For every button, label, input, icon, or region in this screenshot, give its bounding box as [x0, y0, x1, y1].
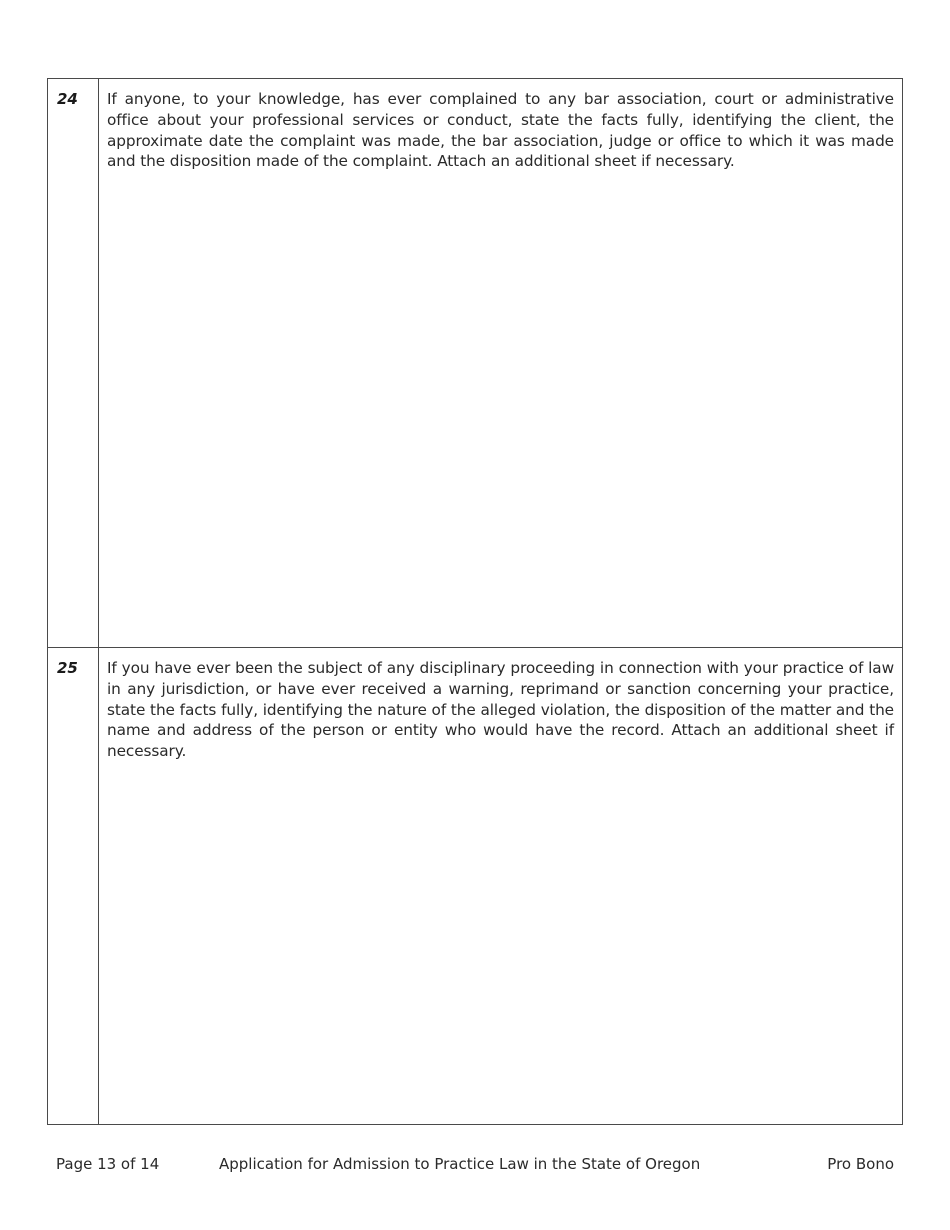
page-number: Page 13 of 14	[56, 1155, 160, 1173]
question-text: If you have ever been the subject of any disciplinary proceeding in connection with your practice of law in any jurisdiction, or have ever received a warning, reprimand or sanction concerning your practice, state the facts fully, identifying the nature of the alleged violation, the disposition of the matter and the name and address of the person or entity who would have the record. Attach an additional sheet if necessary.	[107, 659, 894, 761]
form-type-label: Pro Bono	[827, 1155, 894, 1173]
question-text: If anyone, to your knowledge, has ever complained to any bar association, court or administrative office about your professional services or conduct, state the facts fully, identifying the client, the approximate date the complaint was made, the bar association, judge or office to which it was made and the disposition made of the complaint. Attach an additional sheet if necessary.	[107, 90, 894, 171]
question-number: 25	[57, 659, 78, 677]
document-title: Application for Admission to Practice Law in the State of Oregon	[219, 1155, 701, 1173]
question-row-25	[48, 648, 902, 1124]
page-footer	[0, 1155, 950, 1175]
question-number: 24	[57, 90, 78, 108]
column-divider	[98, 79, 99, 647]
column-divider	[98, 648, 99, 1124]
question-row-24	[48, 79, 902, 648]
question-table	[47, 78, 903, 1125]
